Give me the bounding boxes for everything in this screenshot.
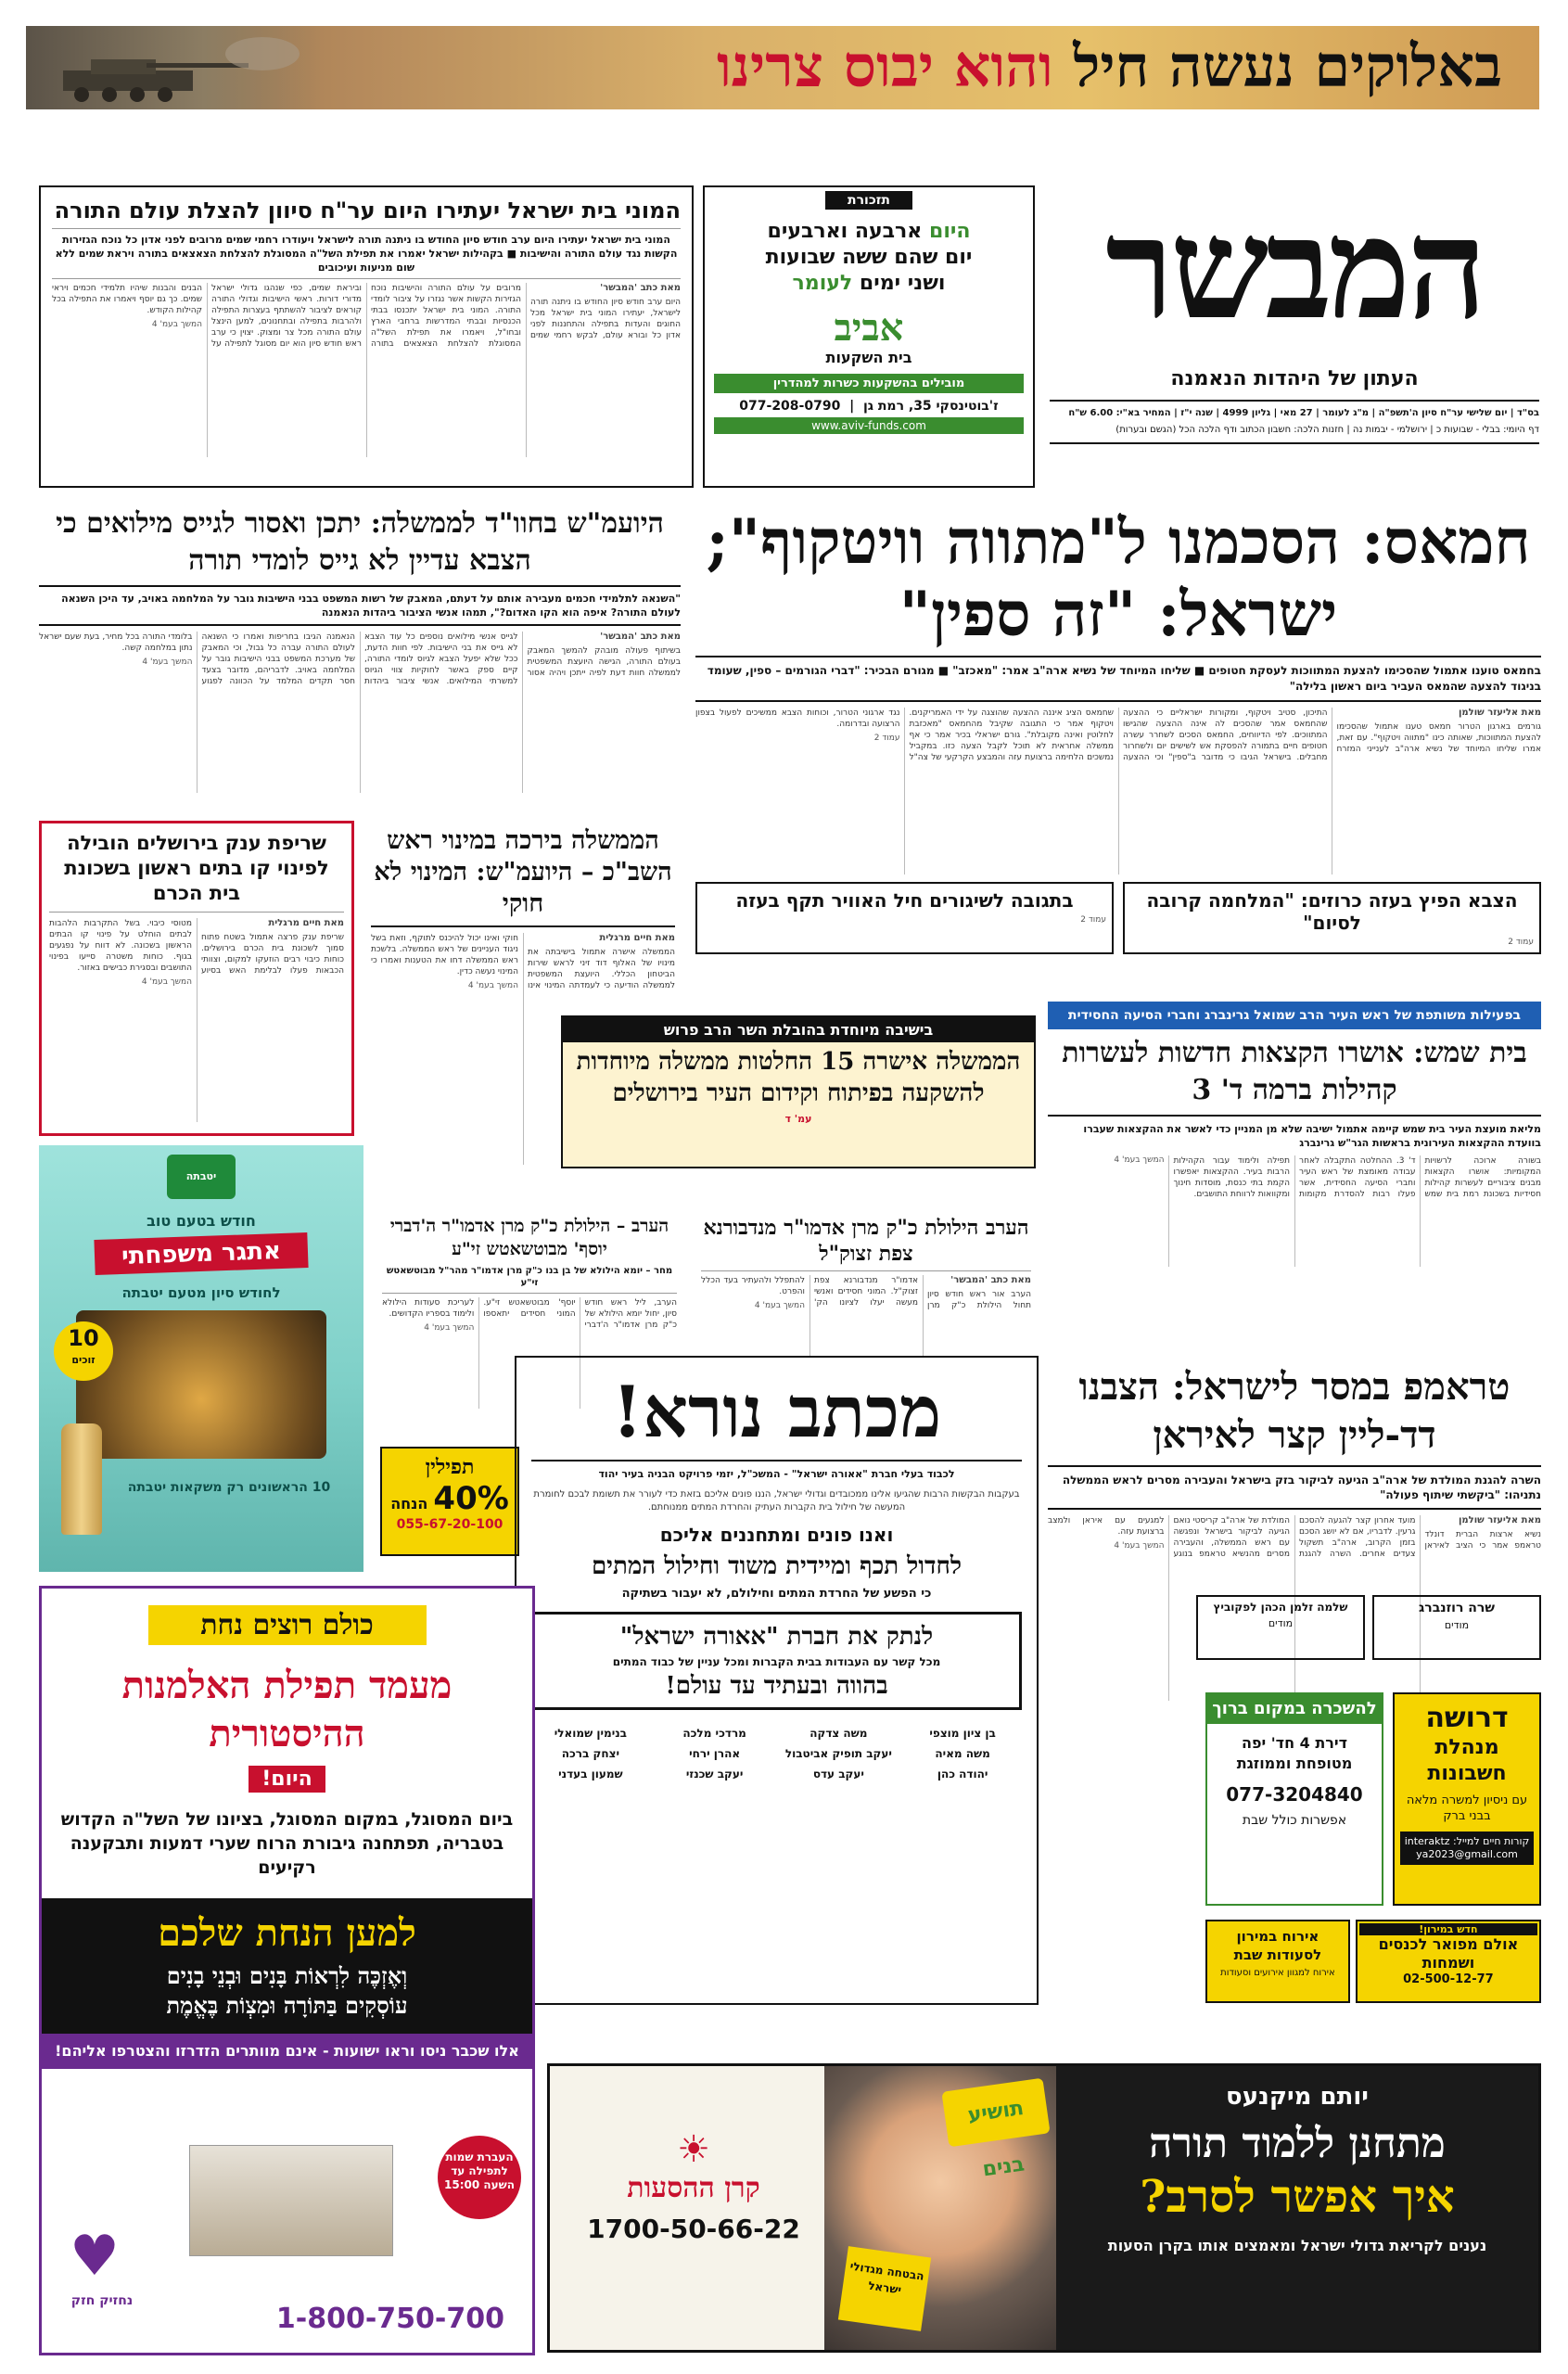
- signer: בנימין שמואלי: [554, 1727, 627, 1740]
- letter-title: מכתב נורא!: [611, 1371, 942, 1453]
- signer: מרדכי מלכה: [682, 1727, 746, 1740]
- hall2-title: אירוח במירון לסעודות שבת: [1233, 1928, 1322, 1963]
- wanted-body: עם ניסיון למשרה מלאה בבני ברק: [1406, 1793, 1528, 1823]
- fire-byline: מאת חיים מרגלית: [268, 918, 344, 928]
- rent-note: אפשרות כולל שבת: [1242, 1813, 1347, 1828]
- side-story-2-headline: בתגובה לשיגורים חיל האוויר תקף בעזה: [735, 889, 1074, 912]
- condolence-right-sub: מודים: [1444, 1619, 1470, 1631]
- beit-shemesh-body: בשורה ארוכה לרשויות המקומיות: אושרו הקצאות מבנים ציבוריים לעשרות קהילות חסידיות בשכונת רמת בית שמש ד' 3. ההחלטה התקבלה לאחר עבודה מאומצת של ראש העיר וחברי הסיעה החסידית, אשר פעלו רבות להסדרת מקומות תפילה ולימוד עבור הקהילות הרבות בעיר. ההקצאות יאפשרו הקמת בתי כנסת, מוסדות חינוך ומקוואות לרווחת התושבים.: [1173, 1156, 1541, 1199]
- reserves-byline: מאת כתב 'המבשר': [600, 632, 681, 642]
- shabak-body: הממשלה אישרה אתמול בישיבתה את מינויו של האלוף דוד זיני לראש שירות הביטחון הכללי. היועצת המשפטית לממשלה הודיעה כי לעמדתה המינוי אינו חוקי ואינו יכול להיכנס לתוקף, וזאת בשל ניגוד העניינים של ראש הממשלה. בלשכת ראש הממשלה דחו את הטענות ואמרו כי המינוי נעשה כדין.: [371, 934, 675, 990]
- side-story-2-more[interactable]: עמוד 2: [1080, 915, 1106, 925]
- beit-shemesh-article: [1048, 1002, 1541, 1354]
- butshash-headline: הערב – הילולת כ"ק מרן אדמו"ר ה'דברי יוסף' מבוטשאטש זי"ע: [389, 1216, 669, 1259]
- reserves-more[interactable]: המשך בעמ' 4: [142, 657, 193, 667]
- aviv-line2: יום שהם ששה שבועות: [765, 246, 973, 269]
- masthead-dateline: בס"ד | יום שלישי ער"ח סיון ה'תשפ"ה | מ"ג לעומר | 27 מאי | גליון 4999 | שנה י"ז | המחיר בא"י: 6.00 ש"ח: [1068, 408, 1539, 418]
- signer: יהודה כהן: [937, 1768, 988, 1780]
- letter-body: בעקבות הבקשות הרבות שהגיעו אלינו ממכובדים וגדולי ישראל, הננו פונים אליכם בזאת כדי לעורר את תשומת לבכם לחומרת המעשה של חילול בית הקברות העתיק והחרדת המתים ממנוחתם.: [533, 1489, 1020, 1512]
- butshash-more[interactable]: המשך בעמ' 4: [424, 1323, 475, 1333]
- aviv-line1-green: היום: [929, 220, 971, 243]
- signer: יעקב שכנזי: [685, 1768, 744, 1780]
- torah-headline: המוני בית ישראל יעתירו היום ער"ח סיוון להצלת עולם התורה: [54, 198, 681, 223]
- aviv-line1: ארבעה וארבעים: [767, 220, 923, 243]
- beit-shemesh-tag: בפעילות משותפת של ראש העיר הרב שמואל גרינברג וחברי הסיעה החסידית: [1048, 1002, 1541, 1029]
- masthead-daf: דף היומי: בבלי - שבועות כ | ירושלמי - יבמות נה | חזנות הלכה: חשבון הכתוב ודף הלכה הכל (הגשם ובערות): [1115, 425, 1539, 435]
- jerusalem-tag: בישיבה מיוחדת בהובלת השר הרב פרוש: [563, 1017, 1034, 1042]
- rent-body: דירת 4 חד' יפה מטופחת וממוזגת: [1236, 1734, 1353, 1772]
- hamas-headline: חמאס: הסכמנו ל"מתווה וויטקוף"; ישראל: "זה ספין": [706, 505, 1531, 650]
- trump-headline: טראמפ במסר לישראל: הצבנו דד-ליין קצר לאיראן: [1078, 1365, 1511, 1457]
- tefillin-label: תפילין: [425, 1455, 475, 1479]
- condolence-right: [1372, 1595, 1541, 1660]
- nachas-desc: ביום המסוגל, במקום המסוגל, בציונו של השל"ה הקדוש בטבריה, תפתחנה גיבורת הרוח שערי דמעות ותבקענה רקיעים: [60, 1809, 514, 1878]
- yotvata-details: 10 הראשונים רק משקאות יטבתה: [127, 1480, 331, 1495]
- signer: משה צדקה: [809, 1727, 868, 1740]
- banner-headline-black: באלוקים נעשה חיל: [1073, 32, 1502, 100]
- fire-more[interactable]: המשך בעמ' 4: [141, 977, 192, 987]
- jerusalem-more[interactable]: עמ' ד: [784, 1113, 812, 1125]
- shabak-headline: הממשלה בירכה במינוי ראש השב"כ – היועמ"ש: המינוי לא חוקי: [374, 826, 672, 918]
- hasaot-sub: נענים לקריאת גדולי ישראל ומאמצים אותו בקרן הסעות: [1107, 2237, 1487, 2254]
- aviv-line3-green: לעומר: [792, 272, 853, 295]
- tefillin-phone[interactable]: 055-67-20-100: [396, 1517, 504, 1532]
- yotvata-prize-badge: [54, 1321, 113, 1381]
- letter-notice: [515, 1356, 1039, 2005]
- tefillin-discount: 40%: [433, 1480, 509, 1517]
- torah-more[interactable]: המשך בעמ' 4: [151, 320, 202, 329]
- hall-phone[interactable]: 02-500-12-77: [1403, 1972, 1494, 1986]
- yotvata-image: [76, 1310, 326, 1459]
- nachas-org: נחזיק חזק: [70, 2293, 134, 2308]
- fire-article: [39, 821, 354, 1136]
- hasaot-right-panel: [1056, 2066, 1538, 2353]
- aviv-tag: תזכורת: [825, 191, 912, 210]
- nadvorna-headline: הערב הילולת כ"ק מרן אדמו"ר מנדבורנא צפת זצוק"ל: [703, 1216, 1029, 1266]
- nachas-heart-icon: ♥: [70, 2224, 120, 2289]
- widows-prayer-ad[interactable]: [39, 1586, 535, 2355]
- hasaot-logo: [578, 2128, 809, 2244]
- fire-headline: שריפת ענק בירושלים הובילה לפינוי קו בתים ראשון בשכונת בית הכרם: [64, 832, 329, 904]
- hall-main: [1356, 1920, 1541, 2003]
- yotvata-prize-word: זוכים: [71, 1354, 96, 1366]
- butshash-sub: מחר – יומא הילולא של בן בנו כ"ק מרן אדמו"ר מהר"ל מבוטשאטש זי"ע: [386, 1266, 673, 1288]
- torah-body: היום ערב חודש סיון החודש בו ניתנה תורה לישראל, יעתירו המוני בית ישראל מכל החוגים והעדות בתפילה והתחננות לפני אדון כל ובורא עולם, לבקש רחמי שמים מרובים על עולם התורה והישיבות נוכח הגזירות הקשות אשר נגזרו על ציבור לומדי התורה. המוני בית ישראל יתכנסו בבתי הכנסיות ובבתי המדרשות ברחבי הארץ ובחו"ל, ויאמרו את תפילת השל"ה המסוגלת להצלחת הצאצאים בתורה וביראת שמים, כפי שנהגו גדולי ישראל מדורי דורות. ראשי הישיבות וגדולי התורה קוראים לציבור להשתתף בעצרות התפילה ולהרבות בתפילה ובתחנונים, למען הינצל עולם התורה מכל צר ומצוק. יצוין כי ערב ראש חודש סיון הוא יום מסוגל לתפילה על הבנים והבנות שיהיו תלמידי חכמים ויראי שמים. כך גם יוסף ויאמרו את התפילה בכל קהילות הקודש.: [52, 284, 681, 349]
- hasaot-top: יותם מיקנעס: [1226, 2083, 1369, 2111]
- letter-signers: [531, 1727, 1022, 1780]
- aviv-brand: אביב: [834, 306, 904, 350]
- hamas-byline: מאת אליעזר שולמן: [1458, 708, 1541, 718]
- trump-byline: מאת אליעזר שולמן: [1458, 1515, 1541, 1525]
- condolence-notices: [1196, 1595, 1541, 1660]
- hasaot-phone[interactable]: 1700-50-66-22: [587, 2214, 800, 2244]
- tefillin-discount-word: הנחה: [390, 1495, 428, 1512]
- trump-subhead: השרה להגנת המולדת של ארה"ב הגיעה לביקור בזק בישראל והעבירה מסרים לראש הממשלה נתניהו: "ביקשתי שיתוף פעולה": [1062, 1474, 1541, 1501]
- yotvata-title: אתגר משפחתי: [94, 1232, 308, 1275]
- masthead-tagline: העתון של היהדות הנאמנה: [1170, 367, 1419, 390]
- bookkeeper-wanted-ad[interactable]: [1393, 1692, 1541, 1906]
- condolence-left-title: שלמה זלמן הכהן לפקוביץ: [1213, 1601, 1348, 1614]
- aviv-line3: ושני ימים: [859, 272, 946, 295]
- nadvorna-more[interactable]: המשך בעמ' 4: [754, 1301, 805, 1310]
- signer: שמעון בעדני: [558, 1768, 623, 1780]
- fire-body: שריפת ענק פרצה אתמול בשטח פתוח סמוך לשכונת בית הכרם בירושלים. כוחות כיבוי רבים הוזעקו למקום, וצוותי הכבאות פעלו לבלימת האש בסיוע מטוסי כיבוי. בשל התקרבות הלהבות לבתים הוחלט על פינוי קו הבתים הראשון בשכונה. לא דווח על נפגעים בגוף. כוחות משטרה סייעו בפינוי התושבים ובסגירת כבישים באזור.: [49, 919, 344, 976]
- aviv-address: ז'בוטינסקי 35, רמת גן: [862, 399, 999, 414]
- side-story-2: [695, 882, 1114, 954]
- signer: משה מאיה: [935, 1747, 990, 1760]
- yotvata-ad[interactable]: [39, 1145, 363, 1572]
- side-story-1: [1123, 882, 1541, 954]
- reserves-body: בשיתוף פעולה מובהק להמשך המאבק בעולם התורה, הגישה היועצת המשפטית לממשלה חוות דעת לפיה ייתכן ויהיה אסור לגייס אנשי מילואים נוספים כל עוד הצבא לא גייס את בני הישיבות. לפי חוות הדעת, ככל שלא יפעל הצבא לגיוס לומדי התורה, קיים ספק באשר לחוקיות צווי הגיוס למשרתי המילואים. אנשי ציבור ביהדות הנאמנה הגיבו בחריפות ואמרו כי השנאה לעולם התורה עברה כל גבול, וכי המאבק של מערכת המשפט בבני הישיבות גובר על המלחמה באויב. לדבריהם, מדובר בצעד חסר תקדים המלמד על הכוונה לפגוע בלומדי התורה בכל מחיר, בעת שעם ישראל נתון במלחמה קשה.: [39, 632, 681, 686]
- butshash-body: הערב, ליל ראש חודש סיון, יחול יומא הילולא של כ"ק מרן אדמו"ר ה'דברי יוסף' מבוטשאטש זי"ע. המוני חסידים יתאספו לעריכת סעודות הילולא ולימוד בספריו הקדושים.: [382, 1298, 677, 1330]
- nachas-for-title: למען הנחת שלכם: [158, 1911, 416, 1955]
- letter-intro: לכבוד בעלי חברת "אאורה ישראל" - המשכ"ל, יזמי פרויקט הבניה בעיר יהוד: [598, 1468, 955, 1480]
- tefillin-ad[interactable]: [380, 1447, 519, 1556]
- banner-headline-red: והוא יבוס צרינו: [716, 32, 1053, 100]
- nachas-today: היום!: [249, 1766, 325, 1793]
- yotvata-subtitle: לחודש סיון מטעם יטבתה: [121, 1284, 281, 1301]
- beit-shemesh-subhead: מליאת מועצת העיר בית שמש קיימה אתמול ישיבה שלא מן המניין כדי לאשר את ההקצאות שעברו בוועדת ההקצאות העירונית בראשות הגר"ש גרינברג: [1083, 1123, 1541, 1149]
- torah-subhead: המוני בית ישראל יעתירו היום ערב חודש סיון החודש בו ניתנה תורה לישראל ויעודרו רחמי שמים מרובים לפני אדון כל נוכח הגזירות הקשות נגד עולם התורה והישיבות ■ בקהילות ישראל יאמרו את תפילת השל"ה המסוגלת להצלחת הצאצאים בתורה ויראת שמים ללא שום מניעות ועיכובים: [55, 234, 678, 274]
- rent-title: להשכרה במקום ברוך: [1207, 1694, 1382, 1724]
- shabak-more[interactable]: המשך בעמ' 4: [467, 981, 518, 990]
- letter-box-bottom: בהווה ובעתיד עד עולם!: [665, 1672, 888, 1700]
- meron-hall-ad[interactable]: [1205, 1920, 1541, 2003]
- wanted-contact[interactable]: קורות חיים למייל: interaktzya2023@gmail.com: [1400, 1832, 1534, 1865]
- rent-phone[interactable]: 077-3204840: [1226, 1783, 1363, 1806]
- wanted-sub: מנהלת חשבונות: [1427, 1736, 1507, 1785]
- letter-box: [531, 1612, 1022, 1710]
- side-story-1-headline: הצבא הפיץ בעזה כרוזים: "המלחמה קרובה לסיום": [1146, 889, 1518, 934]
- letter-box-title: לנתק את חברת "אאורה ישראל": [619, 1623, 934, 1651]
- nadvorna-body: הערב אור ראש חודש סיון תחול הילולת כ"ק מרן אדמו"ר מנדבורנא צפת זצוק"ל. המוני חסידים ואנשי מעשה יעלו לציונו הק' להתפלל ולהעתיר בעד הכלל והפרט.: [701, 1276, 1031, 1310]
- hamas-article: [695, 505, 1541, 962]
- aviv-brand-sub: בית השקעות: [825, 349, 912, 366]
- torah-byline: מאת כתב 'המבשר': [600, 283, 681, 293]
- reserves-article: [39, 505, 681, 811]
- transport-fund-ad[interactable]: [547, 2063, 1541, 2353]
- condolence-right-title: שרה רוזנברג: [1419, 1601, 1495, 1615]
- jerusalem-government-box: [561, 1015, 1036, 1168]
- aviv-phone[interactable]: 077-208-0790: [739, 399, 841, 414]
- nachas-verse1: וְאֶזְכֶּה לִרְאוֹת בָּנִים וּבְנֵי בָנִים: [166, 1962, 408, 1989]
- hall-sub: אירוח למגוון אירועים וסעודות: [1220, 1968, 1335, 1978]
- signer: יצחק ברכה: [561, 1747, 619, 1760]
- top-banner: [26, 26, 1539, 109]
- condolence-left: [1196, 1595, 1365, 1660]
- nachas-deadline: העברת שמות לתפילה עד השעה 15:00: [438, 2136, 521, 2219]
- aviv-slogan: מובילים בהשקעות כשרות למהדרין: [714, 374, 1024, 393]
- yotvata-top: חודש בטעם טוב: [147, 1212, 256, 1230]
- nachas-top: כולם רוצים נחת: [148, 1605, 427, 1645]
- nadvorna-hillula-article: [695, 1215, 1037, 1356]
- masthead-logo: המבשר: [1105, 187, 1484, 351]
- nachas-for-block: [42, 1898, 532, 2034]
- apartment-rent-ad[interactable]: [1205, 1692, 1383, 1906]
- letter-cont: כי הפשע של החרדת המתים וחילולם, לא יעבור בשתיקה: [621, 1587, 932, 1601]
- nachas-purple: אלו שכבר ניסו וראו ישועות - אינם מוותרים הזדרזו והצטרפו אליהם!: [42, 2034, 532, 2069]
- nachas-verse2: עוֹסְקִים בַּתּוֹרָה וּמִצְוֹת בֶּאֱמֶת: [166, 1992, 408, 2019]
- signer: אהרן ירחי: [689, 1747, 741, 1760]
- reserves-headline: היועמ"ש בחוו"ד לממשלה: יתכן ואסור לגייס מילואים כי הצבא עדיין לא גייס לומדי תורה: [56, 507, 664, 577]
- masthead: [1050, 176, 1539, 491]
- jerusalem-headline: הממשלה אישרה 15 החלטות ממשלה מיוחדות להשקעה בפיתוח וקידום העיר בירושלים: [576, 1048, 1021, 1107]
- nachas-photo: [189, 2145, 393, 2256]
- letter-box-sub: מכל קשר עם העבודות בבית הקברות ומכל עניין של כבוד המתים: [612, 1655, 941, 1668]
- beit-shemesh-headline: בית שמש: אושרו הקצאות חדשות לעשרות קהילות ברמה ד' 3: [1062, 1037, 1527, 1106]
- hall-tag: חדש במירון!: [1359, 1923, 1537, 1935]
- letter-call: ואנו פונים ומתחננים אליכם: [659, 1524, 894, 1546]
- yotvata-logo: [167, 1155, 236, 1199]
- hamas-more[interactable]: עמוד 2: [873, 734, 900, 743]
- nadvorna-byline: מאת כתב 'המבשר': [950, 1275, 1031, 1285]
- hasaot-org: קרן ההסעות: [627, 2172, 760, 2204]
- trump-body: נשיא ארצות הברית דונלד טראמפ אמר כי הציב לאיראן מועד אחרון קצר להגעה להסכם גרעין. לדבריו, אם לא יושג הסכם בזמן הקרוב, ארה"ב תשקול צעדים אחרים. השרה להגנת המולדת של ארה"ב קריסטי נואם הגיעה לביקור בישראל ונפגשה עם ראש הממשלה, והעבירה מסרים מהנשיא טראמפ בנוגע למגעים עם איראן ולמצב ברצועת עזה.: [1048, 1516, 1541, 1559]
- yotvata-prize-num: 10: [68, 1325, 99, 1351]
- hall-title: אולם מפואר לכנסים ושמחות: [1378, 1935, 1519, 1972]
- hasaot-headline2: איך אפשר לסרב?: [1140, 2171, 1455, 2223]
- side-story-1-more[interactable]: עמוד 2: [1508, 938, 1534, 947]
- trump-more[interactable]: המשך בעמ' 4: [1114, 1541, 1165, 1551]
- condolence-left-sub: מודים: [1268, 1617, 1294, 1629]
- reserves-subhead: "השנאה לתלמידי חכמים מעבירה אותם על דעתם, המאבק של רשות המשפט בבני הישיבות גובר על המלחמה באויב, עד היכן השנאה לעולם התורה? איפה הוא הקו האדום?", תמהו אנשי הציבור ביהדות הנאמנה: [61, 593, 681, 619]
- hasaot-badge: תושיע בנים: [941, 2078, 1050, 2148]
- hasaot-sticker: הבטחה מגדולי ישראל: [838, 2246, 931, 2331]
- hasaot-headline1: מתחנן ללמוד תורה: [1149, 2120, 1446, 2167]
- hamas-body: גורמים בארגון הטרור חמאס טענו אתמול שהסכימו להצעת המתווכות, שאותה כינו "מתווה ויטקוף". עם זאת, אמרו שליחו המיוחד של נשיא ארה"ב לענייני המזרח התיכון, סטיב ויטקוף, ומקורות ישראליים כי ההצעה שהחמאס אמר שהסכים לה אינה ההצעה שהגישו המתווכים. לפי הדיווחים, החמאס הסכים לשחרר עשרה חטופים חיים בתמורה להפסקת אש לשישים יום ולשחרור מחבלים. בישראל הגיבו כי מדובר ב"ספין" וכי ההצעה שחמאס הציג איננה ההצעה שהוצגה על ידי האמריקנים. ויטקוף אמר כי התגובה שקיבל מהחמאס "מאכזבת לחלוטין ואינה מקובלת". גורם ישראלי בכיר אמר כי אף ממשלה אחראית לא תוכל לקבל הצעה כזו. במקביל נמשכים הלחימה ברצועת עזה והמבצע הקרקעי של צה"ל נגד ארגוני הטרור, וכוחות הצבא ממשיכים לפעול בצפון הרצועה ובדרומה.: [695, 708, 1541, 762]
- nachas-phone[interactable]: 1-800-750-700: [275, 2303, 504, 2335]
- letter-big: לחדול תכף ומיידית משוד וחילול המתים: [591, 1552, 962, 1580]
- nachas-title: מעמד תפילת האלמנות ההיסטורית: [121, 1664, 453, 1755]
- hasaot-sun-icon: ☀: [677, 2128, 710, 2171]
- wanted-title: דרושה: [1425, 1702, 1509, 1734]
- banner-tank-image: [26, 26, 323, 109]
- signer: יעקב תופיק אביטבול: [784, 1747, 892, 1760]
- signer: יעקב עדס: [812, 1768, 864, 1780]
- hall-second: [1205, 1920, 1350, 2003]
- torah-prayer-article: [39, 185, 694, 488]
- yotvata-brand: יטבתה: [185, 1170, 217, 1182]
- shabak-byline: מאת חיים מרגלית: [599, 933, 675, 943]
- hamas-subhead: בחמאס טוענו אתמול שהסכימו להצעת המתווכות לעסקת חטופים ■ שליחו המיוחד של נשיא ארה"ב אמר: "מאכזב" ■ מגורם הבכיר: "דברי הגורמים – ספין, שעומד בניגוד להצעה שהמאס העביר ביום ראשון בלילה": [707, 664, 1541, 693]
- aviv-investments-ad[interactable]: תזכורת היום ארבעה וארבעים יום שהם ששה שבועות ושני ימים לעומר אביב בית השקעות מובילים בהשקעות כשרות למהדרין 077-208-0790 | ז'בוטינסקי 35, רמת גן www.aviv-funds.com: [703, 185, 1035, 488]
- beit-shemesh-more[interactable]: המשך בעמ' 4: [1114, 1155, 1165, 1165]
- aviv-url[interactable]: www.aviv-funds.com: [714, 417, 1024, 434]
- signer: בן ציון מוצפי: [929, 1727, 996, 1740]
- yotvata-bottle: [61, 1423, 102, 1535]
